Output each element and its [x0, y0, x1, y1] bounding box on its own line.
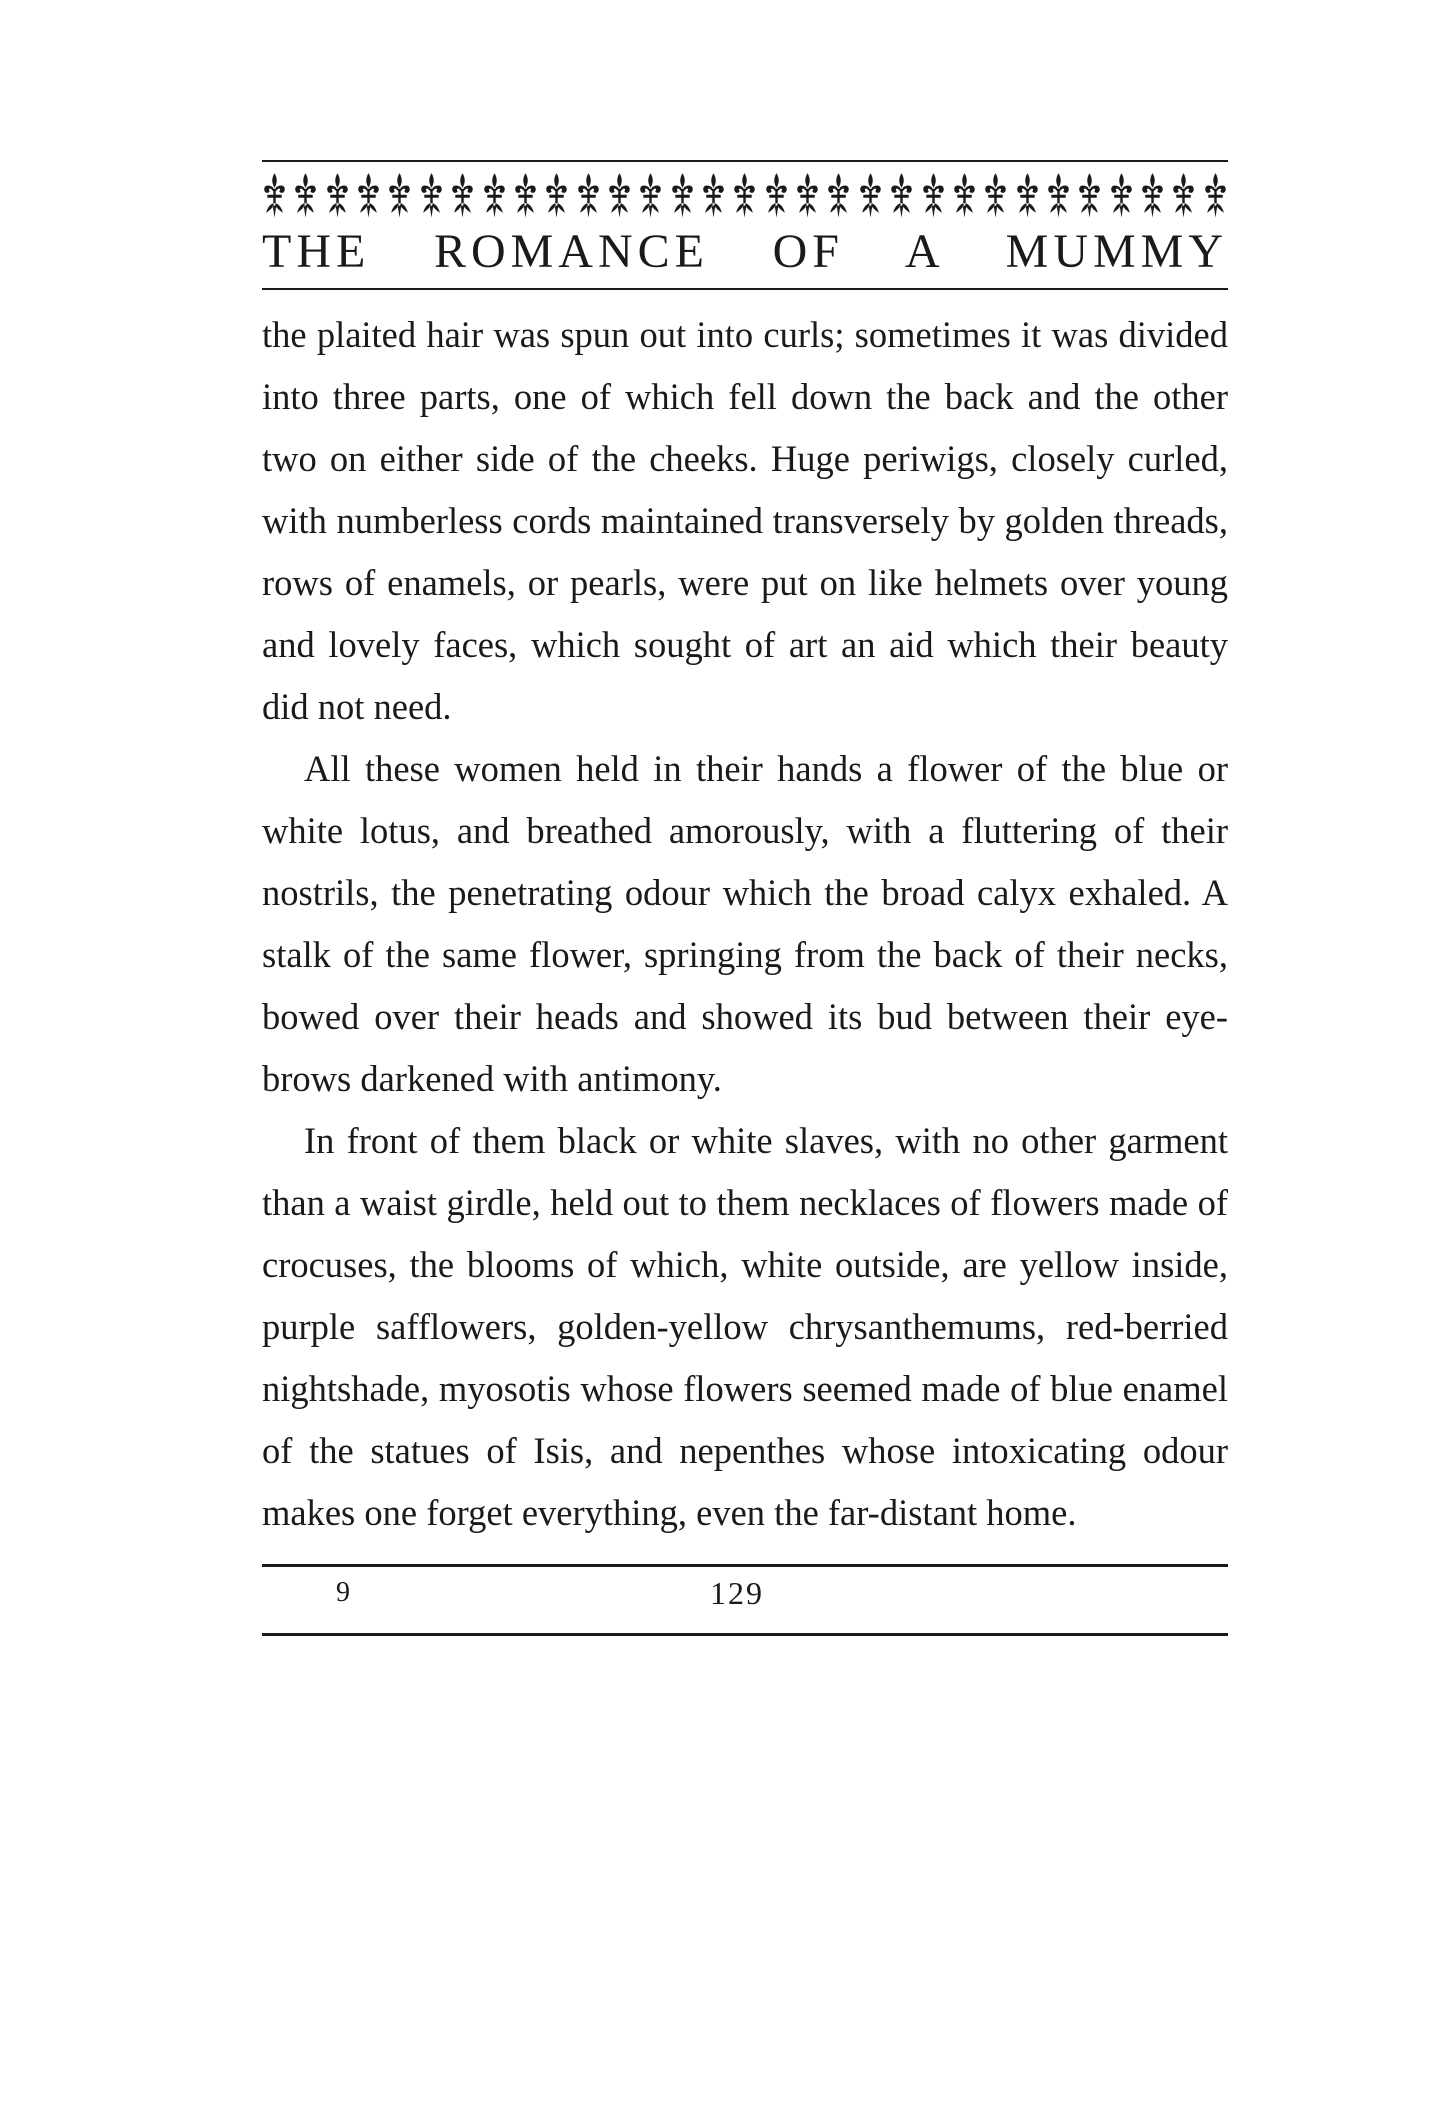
- fleur-de-lis-icon: [795, 172, 820, 220]
- fleur-de-lis-icon: [889, 172, 914, 220]
- fleur-de-lis-icon: [293, 172, 318, 220]
- fleuron-ornament-band: [262, 170, 1228, 220]
- fleur-de-lis-icon: [952, 172, 977, 220]
- paragraph-lotus: All these women held in their hands a flower of the blue or white lotus, and breathed amorously, with a fluttering of their nostrils, the penetrating odour which the broad calyx exhaled. A stalk of the same flower, springing from the back of their necks, bowed over their heads and showed its bud between their eye-brows darkened with antimony.: [262, 748, 1228, 1099]
- fleur-de-lis-icon: [921, 172, 946, 220]
- paragraph-slaves: In front of them black or white slaves, with no other garment than a waist girdle, held out to them necklaces of flowers made of crocuses, the blooms of which, white outside, are yellow inside, purple safflowers, golden-yellow chrysanthemums, red-berried nightshade, myosotis whose flowers seemed made of blue enamel of the statues of Isis, and nepenthes whose intoxicating odour makes one forget everything, even the far-distant home.: [262, 1120, 1228, 1533]
- page-footer: [262, 1564, 1228, 1636]
- fleur-de-lis-icon: [356, 172, 381, 220]
- signature-mark: 9: [336, 1577, 350, 1608]
- fleur-de-lis-icon: [1171, 172, 1196, 220]
- footer-row: [262, 1567, 1228, 1633]
- fleur-de-lis-icon: [638, 172, 663, 220]
- fleur-de-lis-icon: [858, 172, 883, 220]
- body-text: [262, 304, 1228, 1544]
- fleur-de-lis-icon: [1203, 172, 1228, 220]
- fleur-de-lis-icon: [732, 172, 757, 220]
- paragraph-continued: the plaited hair was spun out into curls; sometimes it was divided into three parts, one of which fell down the back and the other two on either side of the cheeks. Huge periwigs, closely curled, with numberless cords maintained transversely by golden threads, rows of enamels, or pearls, were put on like helmets over young and lovely faces, which sought of art an aid which their beauty did not need.: [262, 314, 1228, 727]
- running-title: THE ROMANCE OF A MUMMY: [262, 225, 1228, 278]
- fleur-de-lis-icon: [325, 172, 350, 220]
- fleur-de-lis-icon: [1109, 172, 1134, 220]
- fleur-de-lis-icon: [1077, 172, 1102, 220]
- header-bottom-rule: [262, 288, 1228, 290]
- fleur-de-lis-icon: [482, 172, 507, 220]
- fleur-de-lis-icon: [544, 172, 569, 220]
- fleur-de-lis-icon: [419, 172, 444, 220]
- fleur-de-lis-icon: [670, 172, 695, 220]
- fleur-de-lis-icon: [576, 172, 601, 220]
- fleur-de-lis-icon: [764, 172, 789, 220]
- book-page: [262, 160, 1228, 1636]
- fleur-de-lis-icon: [387, 172, 412, 220]
- fleur-de-lis-icon: [513, 172, 538, 220]
- fleur-de-lis-icon: [1015, 172, 1040, 220]
- fleur-de-lis-icon: [826, 172, 851, 220]
- fleur-de-lis-icon: [983, 172, 1008, 220]
- fleur-de-lis-icon: [1046, 172, 1071, 220]
- fleur-de-lis-icon: [1140, 172, 1165, 220]
- header-top-rule: [262, 160, 1228, 162]
- page-number: 129: [710, 1575, 764, 1611]
- fleur-de-lis-icon: [450, 172, 475, 220]
- fleur-de-lis-icon: [262, 172, 287, 220]
- fleur-de-lis-icon: [701, 172, 726, 220]
- fleur-de-lis-icon: [607, 172, 632, 220]
- footer-bottom-rule: [262, 1633, 1228, 1636]
